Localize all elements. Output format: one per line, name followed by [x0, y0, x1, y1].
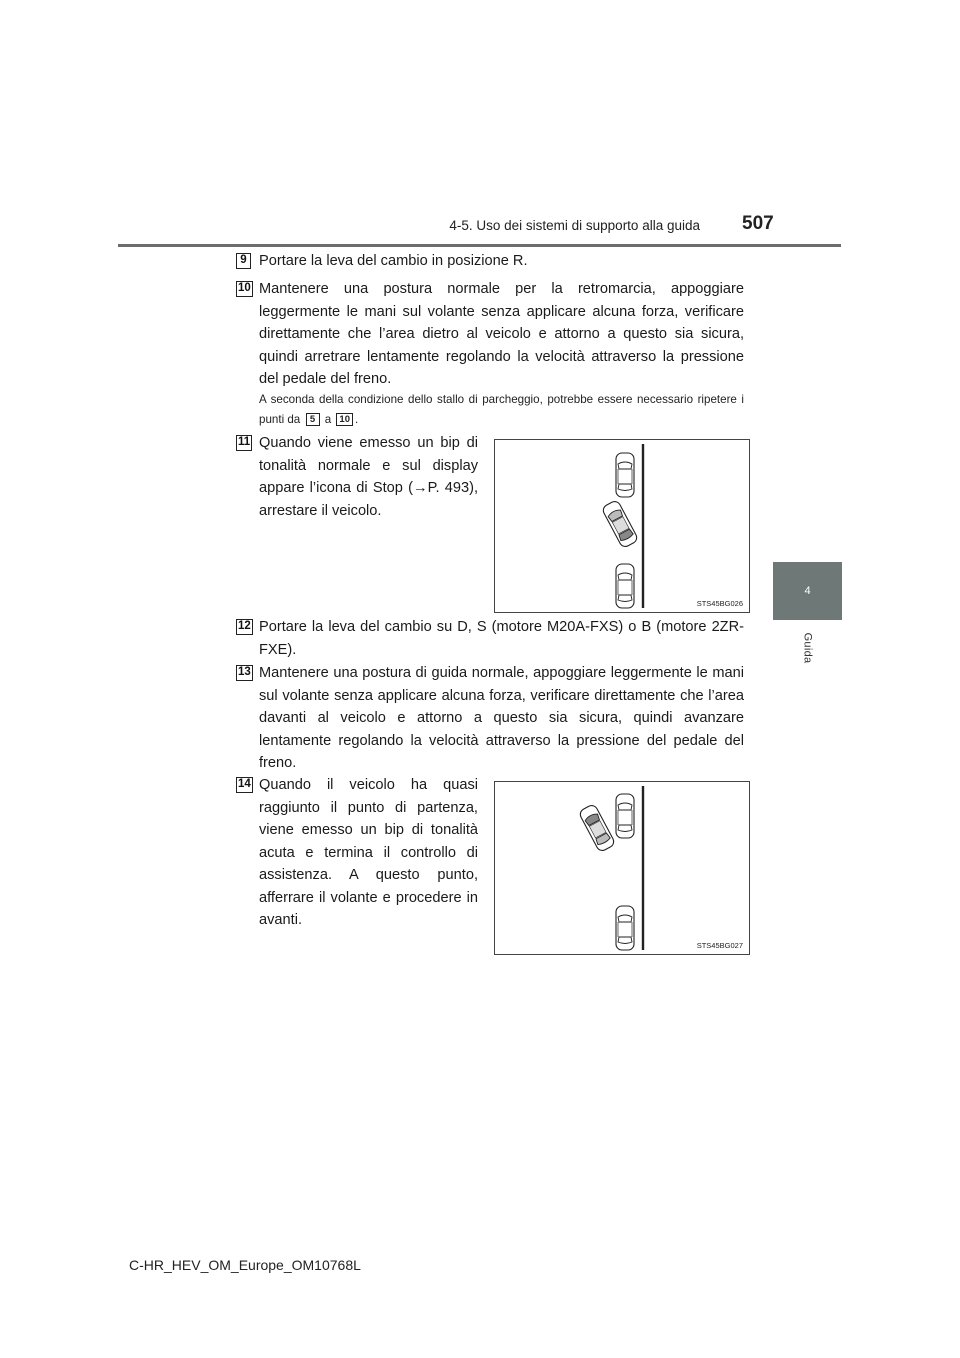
parked-car-top-icon — [616, 453, 634, 497]
figure-code-2: STS45BG027 — [696, 941, 743, 950]
step-badge-12: 12 — [236, 619, 253, 635]
note-text-before: A seconda della condizione dello stallo di parcheggio, potrebbe essere necessario ripetere i punti da — [259, 393, 744, 426]
section-title: 4-5. Uso dei sistemi di supporto alla guida — [449, 218, 700, 233]
step-badge-11: 11 — [236, 435, 252, 451]
page-number: 507 — [742, 213, 774, 234]
document-id: C-HR_HEV_OM_Europe_OM10768L — [129, 1257, 361, 1273]
note-text-after: . — [355, 413, 359, 426]
parking-diagram-1 — [494, 439, 750, 613]
step-text-10: Mantenere una postura normale per la retromarcia, appoggiare leggermente le mani sul volante senza applicare alcuna forza, verificare direttamente che l’area dietro al veicolo e attorno a questo sia sicura, quindi arretrare lentamente regolando la velocità attraverso la pressione del pedale del freno. — [259, 281, 744, 387]
parked-car-bottom-icon — [616, 906, 634, 950]
step-text-11: Quando viene emesso un bip di tonalità normale e sul display appare l’icona di Stop (→P. 493), arrestare il veicolo. — [259, 435, 478, 519]
step-badge-10: 10 — [236, 281, 253, 297]
chapter-number: 4 — [804, 585, 811, 597]
step-text-12: Portare la leva del cambio su D, S (motore M20A-FXS) o B (motore 2ZR-FXE). — [259, 619, 744, 658]
chapter-label — [783, 628, 831, 668]
step-text-13: Mantenere una postura di guida normale, appoggiare leggermente le mani sul volante senza applicare alcuna forza, verificare direttamente che l’area davanti al veicolo e attorno a questo sia sicura, quindi avanzare lentamente regolando la velocità attraverso la pressione del pedale del freno. — [259, 665, 744, 771]
note-text-middle: a — [324, 413, 332, 426]
note-badge-to: 10 — [336, 413, 353, 426]
departing-car-icon — [578, 803, 615, 852]
parking-diagram-1-svg — [495, 440, 751, 614]
note-badge-from: 5 — [306, 413, 320, 426]
header-divider — [118, 244, 841, 247]
chapter-tab — [773, 562, 842, 620]
maneuvering-car-icon — [601, 499, 638, 548]
parked-car-top-icon — [616, 794, 634, 838]
chapter-label-text: Guida — [800, 632, 813, 664]
parking-diagram-2-svg — [495, 782, 751, 956]
step-badge-13: 13 — [236, 665, 253, 681]
parking-diagram-2 — [494, 781, 750, 955]
step-text-14: Quando il veicolo ha quasi raggiunto il punto di partenza, viene emesso un bip di tonalità acuta e termina il controllo di assistenza. A questo punto, afferrare il volante e procedere in avanti. — [259, 777, 478, 928]
step-text-9: Portare la leva del cambio in posizione R. — [259, 253, 528, 269]
note — [259, 390, 744, 430]
step-badge-14: 14 — [236, 777, 253, 793]
figure-code-1: STS45BG026 — [696, 599, 743, 608]
parked-car-bottom-icon — [616, 564, 634, 608]
step-badge-9: 9 — [236, 253, 251, 269]
